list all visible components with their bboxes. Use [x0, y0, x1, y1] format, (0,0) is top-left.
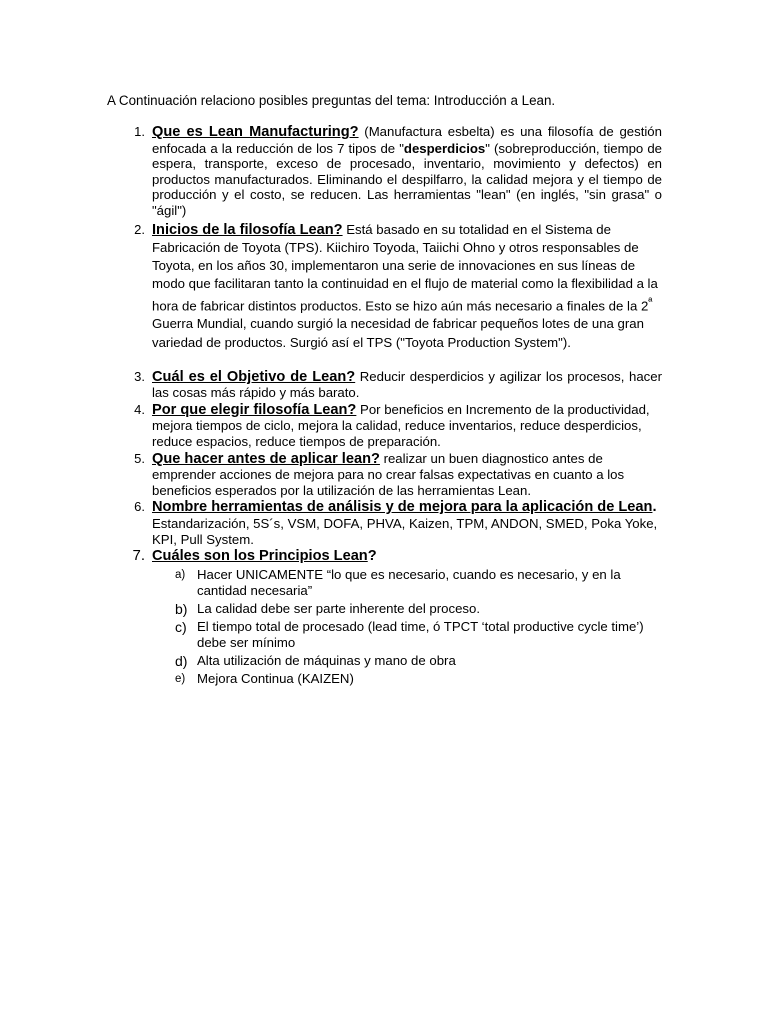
- item-number: 7.: [132, 547, 145, 565]
- heading-period: .: [652, 499, 657, 516]
- principle-text: El tiempo total de procesado (lead time, ó TPCT ‘total productive cycle time’) debe ser mínimo: [197, 618, 644, 650]
- item-number: 6.: [134, 499, 145, 515]
- item-number: 4.: [134, 401, 145, 417]
- answer-text: realizar un buen diagnostico antes de emprender acciones de mejora para no crear falsas expectativas en cuanto a los beneficios esperados por la utilización de las herramientas Lean.: [152, 450, 625, 498]
- question-item-6: [107, 499, 662, 547]
- principle-text: Mejora Continua (KAIZEN): [197, 670, 354, 686]
- answer-text: (Manufactura esbelta) es una filosofía de gestión enfocada a la reducción de los 7 tipos de ": [152, 124, 662, 156]
- question-item-7: [107, 548, 662, 687]
- question-heading: Inicios de la filosofía Lean?: [152, 221, 343, 238]
- question-heading: Nombre herramientas de análisis y de mejora para la aplicación de Lean: [152, 499, 653, 516]
- heading-question-mark: ?: [367, 548, 377, 565]
- answer-text: " (sobreproducción, tiempo de espera, transporte, exceso de procesado, inventario, movimiento y defectos) en productos manufacturados. Eliminando el despilfarro, la calidad mejora y el tiempo de producción y el costo, se reducen. Las herramientas "lean" (en inglés, "sin grasa" o "ágil"): [152, 140, 662, 218]
- answer-text: Estandarización, 5S´s, VSM, DOFA, PHVA, Kaizen, TPM, ANDON, SMED, Poka Yoke, KPI, Pull System.: [152, 515, 658, 547]
- question-heading: Cuál es el Objetivo de Lean?: [152, 368, 356, 385]
- item-number: 2.: [134, 221, 145, 237]
- item-number: 3.: [134, 368, 145, 384]
- question-item-4: [107, 402, 662, 450]
- question-item-5: [107, 451, 662, 499]
- question-item-3: [107, 369, 662, 401]
- superscript: ª: [648, 295, 653, 308]
- principle-item-a: [152, 567, 662, 599]
- answer-text: Por beneficios en Incremento de la productividad, mejora tiempos de ciclo, mejora la calidad, reduce inventarios, reduce desperdicios, reduce espacios, reduce tiempos de preparación.: [152, 401, 650, 449]
- principle-item-b: [152, 601, 662, 617]
- question-heading: Que hacer antes de aplicar lean?: [152, 450, 380, 467]
- principle-letter: d): [175, 652, 188, 669]
- principle-text: Alta utilización de máquinas y mano de obra: [197, 652, 456, 668]
- question-heading: Cuáles son los Principios Lean: [152, 548, 368, 565]
- principle-letter: b): [175, 600, 188, 617]
- principles-list: [152, 567, 662, 687]
- answer-text: Reducir desperdicios y agilizar los procesos, hacer las cosas más rápido y más barato.: [152, 368, 662, 401]
- question-list: [107, 124, 662, 687]
- principle-letter: a): [175, 568, 186, 581]
- intro-text: A Continuación relaciono posibles preguntas del tema: Introducción a Lean.: [107, 93, 556, 108]
- answer-text: Está basado en su totalidad en el Sistema de Fabricación de Toyota (TPS). Kiichiro Toyoda, Taiichi Ohno y otros responsables de Toyota, en los años 30, implementaron una serie de innovaciones en sus líneas de modo que facilitaran tanto la continuidad en el flujo de material como la flexibilidad a la hora de fabricar distintos productos. Esto se hizo aún más necesario a finales de la 2: [152, 221, 658, 314]
- document-body: [107, 92, 662, 689]
- bold-term: desperdicios: [403, 140, 486, 156]
- principle-item-e: [152, 671, 662, 687]
- item-number: 5.: [134, 450, 145, 466]
- question-item-2: [107, 221, 662, 352]
- principle-letter: c): [175, 618, 187, 635]
- principle-item-c: [152, 619, 662, 651]
- principle-text: Hacer UNICAMENTE “lo que es necesario, cuando es necesario, y en la cantidad necesaria”: [197, 566, 621, 598]
- item-number: 1.: [134, 124, 145, 139]
- question-heading: Que es Lean Manufacturing?: [152, 124, 359, 140]
- question-heading: Por que elegir filosofía Lean?: [152, 401, 357, 418]
- question-item-1: [107, 124, 662, 219]
- answer-text: Guerra Mundial, cuando surgió la necesidad de fabricar pequeños lotes de una gran variedad de productos. Surgió así el TPS ("Toyota Production System").: [152, 316, 644, 350]
- principle-letter: e): [175, 672, 186, 685]
- principle-item-d: [152, 653, 662, 669]
- principle-text: La calidad debe ser parte inherente del proceso.: [197, 600, 480, 616]
